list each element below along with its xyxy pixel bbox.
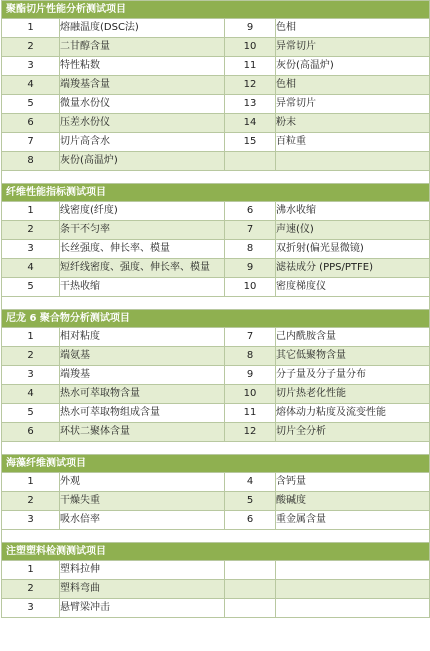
item-number: 1 xyxy=(2,202,60,221)
item-number: 5 xyxy=(2,95,60,114)
item-name: 干燥失重 xyxy=(60,492,225,511)
item-number: 11 xyxy=(225,57,276,76)
item-number: 9 xyxy=(225,366,276,385)
table-row xyxy=(2,328,430,347)
item-number xyxy=(225,580,276,599)
table-row xyxy=(2,561,430,580)
item-name: 分子量及分子量分布 xyxy=(276,366,430,385)
item-name xyxy=(276,561,430,580)
item-name: 长丝强度、伸长率、模量 xyxy=(60,240,225,259)
item-name: 酸碱度 xyxy=(276,492,430,511)
item-number: 1 xyxy=(2,328,60,347)
table-row xyxy=(2,114,430,133)
item-number xyxy=(225,152,276,171)
table-row xyxy=(2,366,430,385)
section-header xyxy=(2,543,430,561)
table-row xyxy=(2,152,430,171)
item-name: 百粒重 xyxy=(276,133,430,152)
item-number: 3 xyxy=(2,511,60,530)
item-number: 2 xyxy=(2,38,60,57)
item-number: 9 xyxy=(225,259,276,278)
table-row xyxy=(2,133,430,152)
item-number: 3 xyxy=(2,366,60,385)
item-name xyxy=(276,599,430,618)
table-row xyxy=(2,511,430,530)
table-row xyxy=(2,404,430,423)
item-number: 2 xyxy=(2,347,60,366)
item-number: 7 xyxy=(225,328,276,347)
table-row xyxy=(2,259,430,278)
item-number: 5 xyxy=(2,278,60,297)
item-number: 5 xyxy=(2,404,60,423)
section-title: 尼龙 6 聚合物分析测试项目 xyxy=(2,310,430,328)
item-number: 12 xyxy=(225,76,276,95)
item-name: 声速(仪) xyxy=(276,221,430,240)
item-name: 压差水份仪 xyxy=(60,114,225,133)
spacer-cell xyxy=(2,297,430,310)
section-header xyxy=(2,455,430,473)
section-spacer xyxy=(2,442,430,455)
item-name: 悬臂梁冲击 xyxy=(60,599,225,618)
table-row xyxy=(2,240,430,259)
item-name: 灰份(高温炉) xyxy=(276,57,430,76)
table-row xyxy=(2,385,430,404)
item-name: 塑料拉伸 xyxy=(60,561,225,580)
item-number: 3 xyxy=(2,240,60,259)
item-number: 7 xyxy=(2,133,60,152)
item-number: 10 xyxy=(225,385,276,404)
item-name: 切片高含水 xyxy=(60,133,225,152)
item-number: 8 xyxy=(2,152,60,171)
item-name: 端羧基含量 xyxy=(60,76,225,95)
spacer-cell xyxy=(2,442,430,455)
item-number: 4 xyxy=(225,473,276,492)
item-name: 端氨基 xyxy=(60,347,225,366)
section-title: 注塑塑料检测测试项目 xyxy=(2,543,430,561)
table-row xyxy=(2,347,430,366)
item-number: 5 xyxy=(225,492,276,511)
item-number: 12 xyxy=(225,423,276,442)
item-name: 环状二聚体含量 xyxy=(60,423,225,442)
table-row xyxy=(2,57,430,76)
section-title: 纤维性能指标测试项目 xyxy=(2,184,430,202)
table-row xyxy=(2,221,430,240)
item-number: 2 xyxy=(2,492,60,511)
item-number: 6 xyxy=(2,423,60,442)
item-name: 微量水份仪 xyxy=(60,95,225,114)
table-row xyxy=(2,599,430,618)
table-row xyxy=(2,580,430,599)
item-number: 8 xyxy=(225,240,276,259)
table-row xyxy=(2,423,430,442)
item-number: 6 xyxy=(225,511,276,530)
item-name: 外观 xyxy=(60,473,225,492)
item-number: 10 xyxy=(225,38,276,57)
item-name: 重金属含量 xyxy=(276,511,430,530)
table-row xyxy=(2,278,430,297)
item-name: 灰份(高温炉) xyxy=(60,152,225,171)
test-items-table xyxy=(1,0,430,618)
section-spacer xyxy=(2,530,430,543)
item-name: 吸水倍率 xyxy=(60,511,225,530)
item-name: 端羧基 xyxy=(60,366,225,385)
item-name: 异常切片 xyxy=(276,38,430,57)
item-number: 13 xyxy=(225,95,276,114)
item-number: 4 xyxy=(2,76,60,95)
item-name: 特性粘数 xyxy=(60,57,225,76)
section-title: 聚酯切片性能分析测试项目 xyxy=(2,1,430,19)
table-row xyxy=(2,19,430,38)
item-number: 2 xyxy=(2,221,60,240)
item-name: 切片全分析 xyxy=(276,423,430,442)
item-name xyxy=(276,580,430,599)
item-number: 8 xyxy=(225,347,276,366)
item-number xyxy=(225,599,276,618)
item-number: 1 xyxy=(2,561,60,580)
item-name: 粉末 xyxy=(276,114,430,133)
table-row xyxy=(2,202,430,221)
table-row xyxy=(2,95,430,114)
item-name: 色相 xyxy=(276,19,430,38)
test-items-page xyxy=(1,0,429,618)
section-header xyxy=(2,1,430,19)
section-spacer xyxy=(2,171,430,184)
item-number: 7 xyxy=(225,221,276,240)
item-name: 含钙量 xyxy=(276,473,430,492)
item-number: 3 xyxy=(2,599,60,618)
section-header xyxy=(2,184,430,202)
section-spacer xyxy=(2,297,430,310)
item-name: 条干不匀率 xyxy=(60,221,225,240)
table-row xyxy=(2,492,430,511)
item-name: 双折射(偏光显微镜) xyxy=(276,240,430,259)
item-number: 2 xyxy=(2,580,60,599)
item-number: 6 xyxy=(2,114,60,133)
section-title: 海藻纤维测试项目 xyxy=(2,455,430,473)
item-name: 熔体动力粘度及流变性能 xyxy=(276,404,430,423)
table-row xyxy=(2,38,430,57)
item-number: 4 xyxy=(2,385,60,404)
item-number xyxy=(225,561,276,580)
item-name: 线密度(纤度) xyxy=(60,202,225,221)
item-number: 4 xyxy=(2,259,60,278)
item-name: 塑料弯曲 xyxy=(60,580,225,599)
item-name: 二甘醇含量 xyxy=(60,38,225,57)
table-row xyxy=(2,473,430,492)
item-name: 切片热老化性能 xyxy=(276,385,430,404)
item-number: 15 xyxy=(225,133,276,152)
item-number: 6 xyxy=(225,202,276,221)
item-name: 密度梯度仪 xyxy=(276,278,430,297)
item-number: 14 xyxy=(225,114,276,133)
test-items-table-body xyxy=(2,1,430,618)
item-name: 沸水收缩 xyxy=(276,202,430,221)
item-name: 热水可萃取物含量 xyxy=(60,385,225,404)
spacer-cell xyxy=(2,171,430,184)
item-name: 滤祛成分 (PPS/PTFE) xyxy=(276,259,430,278)
item-name: 色相 xyxy=(276,76,430,95)
item-name: 相对粘度 xyxy=(60,328,225,347)
item-name: 干热收缩 xyxy=(60,278,225,297)
item-number: 11 xyxy=(225,404,276,423)
item-number: 3 xyxy=(2,57,60,76)
item-number: 10 xyxy=(225,278,276,297)
section-header xyxy=(2,310,430,328)
item-name: 熔融温度(DSC法) xyxy=(60,19,225,38)
item-name: 其它低聚物含量 xyxy=(276,347,430,366)
table-row xyxy=(2,76,430,95)
item-number: 1 xyxy=(2,19,60,38)
item-number: 9 xyxy=(225,19,276,38)
item-name: 短纤线密度、强度、伸长率、模量 xyxy=(60,259,225,278)
item-name: 己内酰胺含量 xyxy=(276,328,430,347)
spacer-cell xyxy=(2,530,430,543)
item-number: 1 xyxy=(2,473,60,492)
item-name: 热水可萃取物组成含量 xyxy=(60,404,225,423)
item-name: 异常切片 xyxy=(276,95,430,114)
item-name xyxy=(276,152,430,171)
